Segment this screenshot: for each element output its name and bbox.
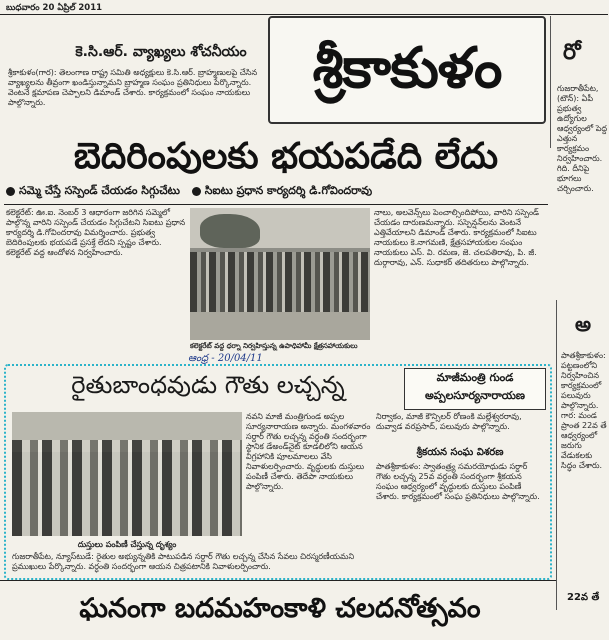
- main-subheads: [6, 183, 548, 199]
- date-strip: బుధవారం 20 ఏప్రిల్ 2011: [6, 3, 103, 13]
- right-bottom-heading: అ: [575, 312, 591, 336]
- top-story-body: శ్రీకాకుళం(గార): తెలంగాణ రాష్ట్ర సమితి అధ్యక్షులు కె.సి.ఆర్. బ్రాహ్మణులపై చేసిన వ్యాఖ్యలను తీవ్రంగా ఖండిస్తున్నామని బ్రాహ్మణ సంఘం ప్రతినిధులు పేర్కొన్నారు. వెంటనే క్షమాపణ చెప్పాలని డిమాండ్ చేశారు. కార్యక్రమంలో సంఘం నాయకులు పాల్గొన్నారు.: [8, 68, 258, 107]
- sidebar-title-line-1: మాజీమంత్రి గుండ: [436, 371, 514, 384]
- subhead-2: సిఐటు ప్రధాన కార్యదర్శి డి.గోవిందరావు: [204, 184, 373, 197]
- farmer-body-middle: నవని మాజీ మంత్రిగుండ అప్పల సూర్యనారాయణ అన్నారు. మంగళవారం సర్దార్ గౌతు లచ్చన్న వర్ధంతి సందర్భంగా స్థానిక డేఅండ్‌నైట్ కూడలిలోని ఆయన విగ్రహానికి పూలమాలలు వేసి నివాళులర్పించారు. వృద్ధులకు దుస్తులు పంపిణీ చేశారు. తెదేపా నాయకులు పాల్గొన్నారు.: [246, 412, 371, 491]
- farmer-sidebar-title: [404, 368, 546, 410]
- bullet-icon: [6, 187, 15, 196]
- divider: [0, 14, 608, 15]
- photo-people: [12, 440, 242, 536]
- top-story-headline: కె.సి.ఆర్. వ్యాఖ్యలు శోచనీయం: [75, 44, 247, 60]
- right-top-body: గుజరాతీపేట, (టౌన్): ఏపీ ప్రభుత్వ ఉద్యోగుల ఆధ్వర్యంలో పెద్ద ఎత్తున కార్యక్రమం నిర్వహించారు. గిది. దీనిపై భూగలు చర్చించారు.: [557, 84, 608, 193]
- photo-ground: [190, 312, 370, 340]
- divider: [0, 580, 556, 581]
- bottom-headline: ఘనంగా బదమహంకాళి చలదనోత్సవం: [79, 593, 481, 624]
- farmer-body-right: నిర్వాకం, మాజీ కౌన్సిలర్ రోణంకి మల్లేశ్వరరావు, దువ్వాడ వరప్రసాద్, పలువురు పాల్గొన్నారు.: [376, 412, 522, 431]
- right-top-heading: రో: [563, 40, 581, 65]
- right-bottom-body: పాతశ్రీకాకుళం: పట్టణంలోని నిర్వహించిన కార్యక్రమంలో పలువురు పాల్గొన్నారు. గార: మండ ప్రాంత 22వ తే ఆధ్వర్యంలో జరుగు వేడుకలకు సిద్ధం చేశారు.: [561, 351, 607, 470]
- masthead-city-title: శ్రీకాకుళం: [312, 35, 502, 101]
- right-column-top: [550, 16, 609, 193]
- farmer-subhead: శ్రీకయన సంఘ విశరణ: [416, 447, 504, 458]
- farmer-headline: రైతుబాంధవుడు గౌతు లచ్చన్న: [71, 371, 345, 399]
- clothes-photo-caption: దుస్తులు పంపిణీ చేస్తున్న దృశ్యం: [77, 540, 177, 549]
- clothes-distribution-photo: [12, 412, 242, 536]
- bullet-icon: [192, 187, 201, 196]
- subhead-1: సమ్మె చేస్తే సస్పెండ్ చేయడం సిగ్గుచేటు: [19, 184, 180, 197]
- photo-crowd: [190, 252, 370, 312]
- farmer-body-bottom: గుజరాతీపేట, న్యూస్‌టుడే: రైతుల అభ్యున్నతికి పాటుపడిన సర్దార్ గౌతు లచ్చన్న చేసిన సేవలు చిరస్మరణీయమని ప్రముఖులు పేర్కొన్నారు. వర్ధంతి సందర్భంగా ఆయన చిత్రపటానికి నివాళులర్పించారు.: [12, 552, 355, 571]
- protest-photo-caption: కలెక్టరేట్ వద్ద ధర్నా నిర్వహిస్తున్న ఉపాధిహామీ క్షేత్రసహాయకులు: [190, 342, 358, 350]
- right-bottom-footer: 22వ తే: [567, 592, 600, 603]
- photo-tree: [200, 214, 260, 248]
- right-column-bottom: [556, 300, 609, 610]
- city-masthead: [268, 16, 546, 124]
- farmer-body-right-2: పాతశ్రీకాకుళం: స్వాతంత్ర్య సమరయోధుడు సర్దార్ గౌతు లచ్చన్న 25వ వర్ధంతి సందర్భంగా శ్రీకయన సంఘం ఆధ్వర్యంలో వృద్ధులకు దుస్తులు పంపిణీ చేశారు. కార్యక్రమంలో సంఘ ప్రతినిధులు పాల్గొన్నారు.: [376, 462, 540, 501]
- main-body-right: నాలు, అలవెన్స్‌లు పెంచాల్సిందిపోయి, వారిని సస్పెండ్ చేయడం దారుణమన్నారు. సస్పెన్షన్‌లను వెంటనే ఎత్తివేయాలని డిమాండ్ చేశారు. కార్యక్రమంలో సిఐటు నాయకులు కె.నాగమణి, క్షేత్రసహాయకుల సంఘం నాయకులు ఎస్. వి. రమణ, జె. చలపతిరావు, పి. జీ. దుర్గారావు, ఎన్. సుధాకర్ తదితరులు పాల్గొన్నారు.: [374, 208, 539, 267]
- sidebar-title-line-2: అప్పలసూర్యనారాయణ: [424, 389, 525, 402]
- divider: [4, 204, 548, 205]
- main-body-left: కలెక్టరేట్: ఊ.ఐ. నెంబర్ 3 ఆధారంగా జరిగిన సమ్మెలో పాల్గొన్న వారిని సస్పెండ్ చేయడం సిగ్గుచేటని సిఐటు ప్రధాన కార్యదర్శి డి.గోవిందరావు విమర్శించారు. ప్రభుత్వ బెదిరింపులకు భయపడే ప్రసక్తే లేదని స్పష్టం చేశారు. కలెక్టరేట్ వద్ద ఆందోళన నిర్వహించారు.: [6, 208, 186, 257]
- protest-photo: [190, 208, 370, 340]
- handwritten-note: ఆంధ్ర - 20/04/11: [188, 353, 263, 364]
- main-headline: బెదిరింపులకు భయపడేది లేదు: [73, 136, 499, 177]
